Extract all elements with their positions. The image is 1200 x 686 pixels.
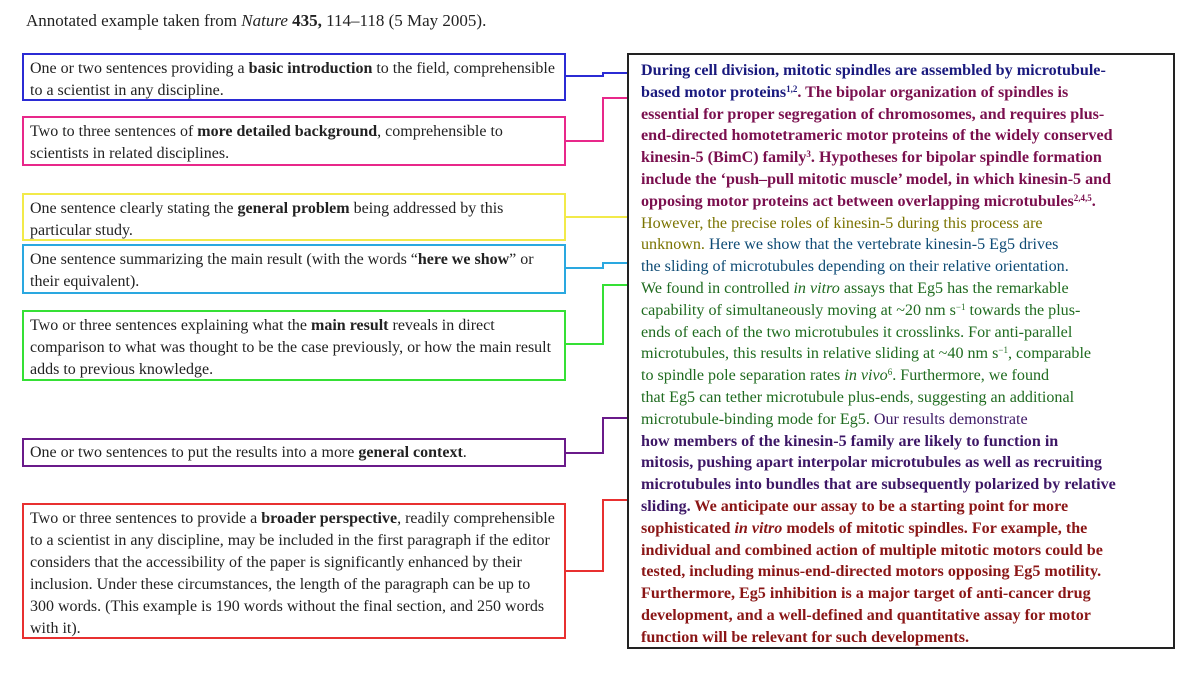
annotation-box-intro: One or two sentences providing a basic introduction to the field, comprehensible to a scientist in any discipline.	[22, 53, 566, 101]
connector-perspective	[566, 500, 627, 571]
connector-comparison	[566, 285, 627, 344]
abstract-line: microtubule-binding mode for Eg5. Our results demonstrate	[641, 410, 1028, 428]
abstract-line: capability of simultaneously moving at ~20 nm $s^{-1}$ towards the plus-	[641, 301, 1081, 319]
annotation-box-problem: One sentence clearly stating the general problem being addressed by this particular study.	[22, 193, 566, 241]
connector-result	[566, 263, 627, 268]
abstract-line: sliding. We anticipate our assay to be a starting point for more	[641, 497, 1069, 515]
caption-rest: 114–118 (5 May 2005).	[321, 11, 487, 30]
abstract-line: opposing motor proteins act between overlapping microtubules$^{2,4,5}$.	[641, 192, 1096, 210]
abstract-paragraph	[627, 53, 1175, 649]
abstract-line: based motor proteins$^{1,2}$. The bipolar organization of spindles is	[641, 83, 1069, 101]
abstract-line: sophisticated in vitro models of mitotic spindles. For example, the	[641, 519, 1088, 537]
abstract-line: However, the precise roles of kinesin-5 during this process are	[641, 214, 1043, 232]
abstract-line: essential for proper segregation of chromosomes, and requires plus-	[641, 105, 1105, 123]
abstract-line: microtubules into bundles that are subsequently polarized by relative	[641, 476, 1116, 494]
abstract-line: include the ‘push–pull mitotic muscle’ model, in which kinesin-5 and	[641, 170, 1112, 188]
annotation-box-context: One or two sentences to put the results into a more general context.	[22, 438, 566, 467]
abstract-line: to spindle pole separation rates in vivo$^6$. Furthermore, we found	[641, 367, 1050, 385]
abstract-line: unknown. Here we show that the vertebrate kinesin-5 Eg5 drives	[641, 236, 1059, 254]
connector-background	[566, 98, 627, 141]
abstract-line: the sliding of microtubules depending on their relative orientation.	[641, 258, 1069, 276]
abstract-line: tested, including minus-end-directed motors opposing Eg5 motility.	[641, 563, 1102, 581]
journal-name: Nature	[241, 11, 288, 30]
abstract-line: development, and a well-defined and quantitative assay for motor	[641, 606, 1091, 624]
abstract-line: individual and combined action of multiple mitotic motors could be	[641, 541, 1103, 559]
abstract-line: microtubules, this results in relative sliding at ~40 nm $s^{-1}$, comparable	[641, 345, 1092, 363]
abstract-line: end-directed homotetrameric motor proteins of the widely conserved	[641, 127, 1113, 145]
abstract-line: ends of each of the two microtubules it crosslinks. For anti-parallel	[641, 323, 1073, 341]
abstract-line: We found in controlled in vitro assays that Eg5 has the remarkable	[641, 279, 1069, 297]
annotation-box-result: One sentence summarizing the main result (with the words “here we show” or their equivalent).	[22, 244, 566, 294]
annotation-box-background: Two to three sentences of more detailed background, comprehensible to scientists in related disciplines.	[22, 116, 566, 166]
abstract-line: how members of the kinesin-5 family are likely to function in	[641, 432, 1059, 450]
annotation-box-perspective: Two or three sentences to provide a broader perspective, readily comprehensible to a scientist in any discipline, may be included in the first paragraph if the editor considers that the accessibility of the paper is significantly enhanced by their inclusion. Under these circumstances, the length of the paragraph can be up to 300 words. (This example is 190 words without the final section, and 250 words with it).	[22, 503, 566, 639]
abstract-line: function will be relevant for such developments.	[641, 628, 969, 646]
abstract-line: Furthermore, Eg5 inhibition is a major target of anti-cancer drug	[641, 585, 1091, 603]
abstract-line: During cell division, mitotic spindles are assembled by microtubule-	[641, 62, 1106, 79]
connector-context	[566, 418, 627, 453]
annotation-box-comparison: Two or three sentences explaining what the main result reveals in direct comparison to what was thought to be the case previously, or how the main result adds to previous knowledge.	[22, 310, 566, 381]
journal-volume: 435,	[292, 11, 322, 30]
abstract-line: kinesin-5 (BimC) family$^3$. Hypotheses for bipolar spindle formation	[641, 149, 1102, 167]
caption-prefix: Annotated example taken from	[26, 11, 242, 30]
abstract-line: that Eg5 can tether microtubule plus-ends, suggesting an additional	[641, 388, 1075, 406]
connector-intro	[566, 73, 627, 76]
abstract-line: mitosis, pushing apart interpolar microtubules as well as recruiting	[641, 454, 1102, 472]
